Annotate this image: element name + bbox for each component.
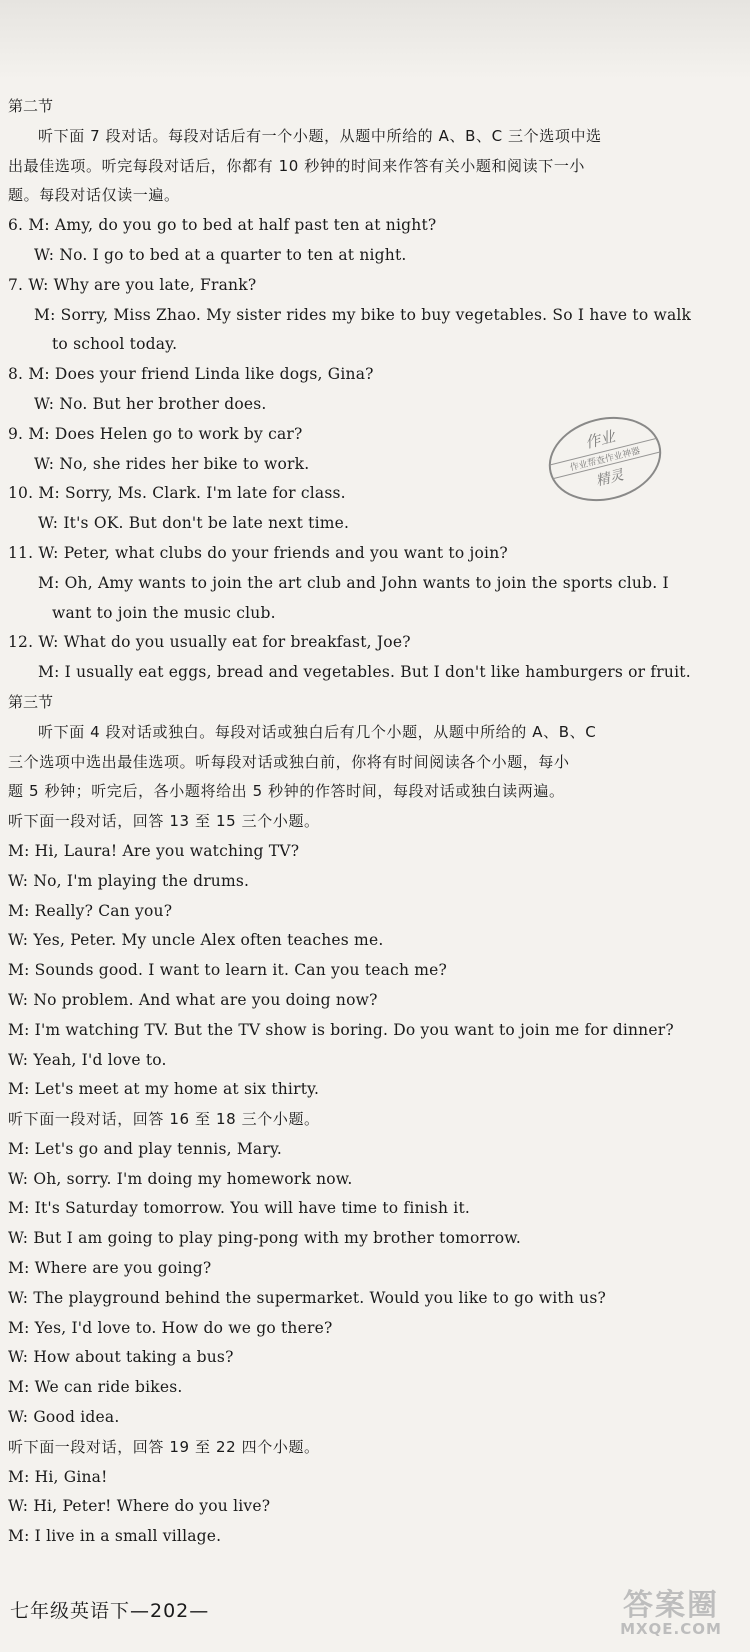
- dialogue-1-intro: 听下面一段对话，回答 13 至 15 三个小题。: [8, 812, 320, 831]
- q7-line-3: to school today.: [52, 335, 178, 354]
- q7-line-1: 7. W: Why are you late, Frank?: [8, 275, 257, 294]
- q9-line-2: W: No, she rides her bike to work.: [34, 454, 310, 473]
- listening-transcript: [8, 92, 743, 1552]
- stamp-middle-text: 作业帮查作业神器: [550, 438, 660, 479]
- q7-line-2: M: Sorry, Miss Zhao. My sister rides my bike to buy vegetables. So I have to walk: [34, 305, 692, 324]
- section-3-intro-line-1: 听下面 4 段对话或独白。每段对话或独白后有几个小题，从题中所给的 A、B、C: [38, 722, 597, 741]
- dialogue-3-line: M: I live in a small village.: [8, 1527, 222, 1546]
- q12-line-2: M: I usually eat eggs, bread and vegetables. But I don't like hamburgers or fruit.: [38, 663, 691, 682]
- site-watermark: [596, 1580, 746, 1648]
- stamp-bottom-text: 精灵: [594, 467, 626, 490]
- scan-top-shadow: [0, 0, 750, 80]
- dialogue-3-line: M: Hi, Gina!: [8, 1467, 108, 1486]
- q11-line-2: M: Oh, Amy wants to join the art club and John wants to join the sports club. I: [38, 573, 669, 592]
- section-2-intro-line-2: 出最佳选项。听完每段对话后，你都有 10 秒钟的时间来作答有关小题和阅读下一小: [8, 156, 586, 175]
- dialogue-2-line: M: Where are you going?: [8, 1259, 212, 1278]
- dialogue-2-line: W: The playground behind the supermarket. Would you like to go with us?: [8, 1288, 607, 1307]
- dialogue-1-line: M: Hi, Laura! Are you watching TV?: [8, 841, 300, 860]
- section-3-intro-line-2: 三个选项中选出最佳选项。听每段对话或独白前，你将有时间阅读各个小题，每小: [8, 752, 570, 771]
- q12-line-1: 12. W: What do you usually eat for breakfast, Joe?: [8, 633, 411, 652]
- q11-line-1: 11. W: Peter, what clubs do your friends and you want to join?: [8, 543, 508, 562]
- dialogue-2-line: M: Yes, I'd love to. How do we go there?: [8, 1318, 333, 1337]
- dialogue-2-line: W: Good idea.: [8, 1408, 120, 1427]
- q10-line-2: W: It's OK. But don't be late next time.: [38, 514, 350, 533]
- dialogue-2-line: W: How about taking a bus?: [8, 1348, 234, 1367]
- dialogue-1-line: M: Really? Can you?: [8, 901, 173, 920]
- dialogue-1-line: W: Yeah, I'd love to.: [8, 1050, 167, 1069]
- q9-line-1: 9. M: Does Helen go to work by car?: [8, 424, 303, 443]
- q6-line-1: 6. M: Amy, do you go to bed at half past ten at night?: [8, 216, 437, 235]
- q8-line-2: W: No. But her brother does.: [34, 394, 267, 413]
- section-3-title: 第三节: [8, 692, 54, 711]
- page-footer: 七年级英语下—202—: [10, 1600, 210, 1622]
- dialogue-1-line: W: No, I'm playing the drums.: [8, 871, 250, 890]
- dialogue-1-line: M: Let's meet at my home at six thirty.: [8, 1080, 320, 1099]
- dialogue-2-line: W: But I am going to play ping-pong with my brother tomorrow.: [8, 1229, 522, 1248]
- section-2-intro-line-3: 题。每段对话仅读一遍。: [8, 186, 180, 205]
- dialogue-2-line: M: It's Saturday tomorrow. You will have time to finish it.: [8, 1199, 471, 1218]
- dialogue-2-line: W: Oh, sorry. I'm doing my homework now.: [8, 1169, 353, 1188]
- watermark-url-text: MXQE.COM: [620, 1620, 722, 1638]
- section-2-intro-line-1: 听下面 7 段对话。每段对话后有一个小题，从题中所给的 A、B、C 三个选项中选: [38, 126, 602, 145]
- dialogue-3-line: W: Hi, Peter! Where do you live?: [8, 1497, 271, 1516]
- dialogue-1-line: M: I'm watching TV. But the TV show is boring. Do you want to join me for dinner?: [8, 1020, 674, 1039]
- q6-line-2: W: No. I go to bed at a quarter to ten at night.: [34, 245, 407, 264]
- q8-line-1: 8. M: Does your friend Linda like dogs, Gina?: [8, 365, 374, 384]
- q10-line-1: 10. M: Sorry, Ms. Clark. I'm late for class.: [8, 484, 346, 503]
- dialogue-2-line: M: We can ride bikes.: [8, 1378, 183, 1397]
- watermark-main-text: 答案圈: [623, 1588, 719, 1623]
- section-2-title: 第二节: [8, 97, 54, 115]
- dialogue-2-intro: 听下面一段对话，回答 16 至 18 三个小题。: [8, 1110, 320, 1129]
- dialogue-1-line: W: Yes, Peter. My uncle Alex often teaches me.: [8, 931, 384, 950]
- dialogue-3-intro: 听下面一段对话，回答 19 至 22 四个小题。: [8, 1437, 320, 1456]
- dialogue-2-line: M: Let's go and play tennis, Mary.: [8, 1139, 282, 1158]
- dialogue-1-line: W: No problem. And what are you doing now?: [8, 990, 378, 1009]
- stamp-top-text: 作业: [583, 427, 617, 452]
- dialogue-1-line: M: Sounds good. I want to learn it. Can you teach me?: [8, 961, 448, 980]
- section-3-intro-line-3: 题 5 秒钟；听完后，各小题将给出 5 秒钟的作答时间，每段对话或独白读两遍。: [8, 782, 565, 801]
- q11-line-3: want to join the music club.: [52, 603, 276, 622]
